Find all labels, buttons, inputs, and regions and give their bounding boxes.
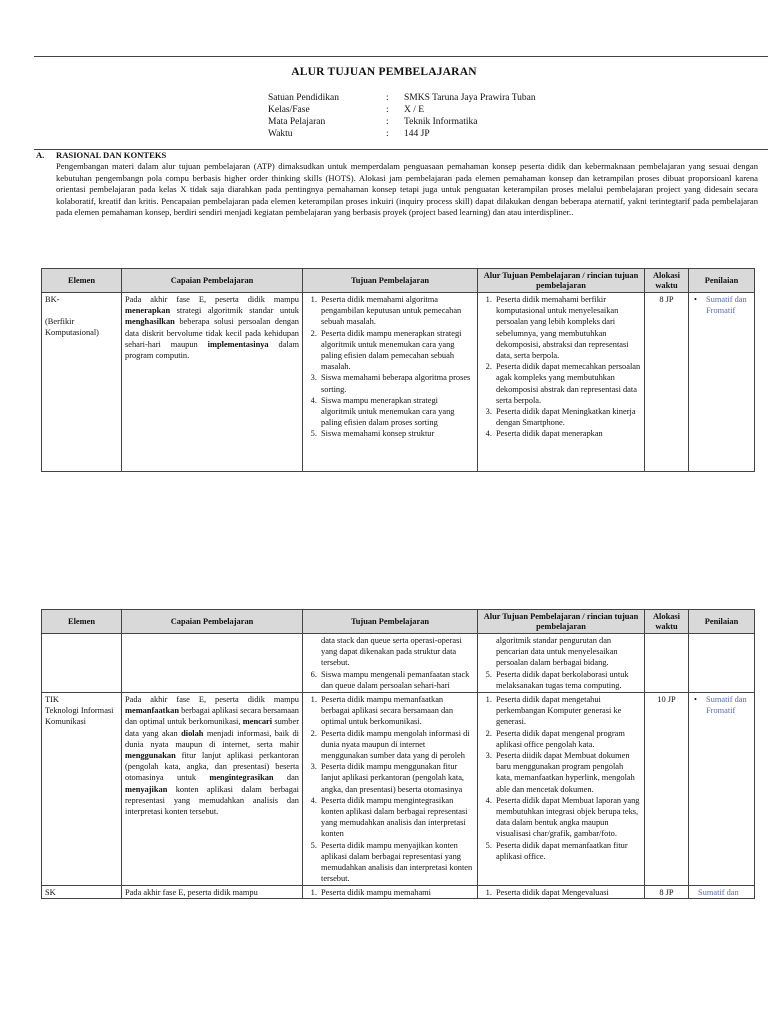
elemen-cell xyxy=(42,693,122,886)
section-heading xyxy=(36,150,758,161)
alur-cell xyxy=(478,693,645,886)
penilaian-cell xyxy=(689,293,755,472)
alokasi-value: 8 JP xyxy=(659,888,674,898)
cp-text: Pada akhir fase E, peserta didik mampu xyxy=(125,295,299,304)
cp-text: Pada akhir fase E, peserta didik mampu xyxy=(125,695,299,705)
list-item: • Sumatif dan Fromatif xyxy=(706,294,751,316)
list-item: 1. Peserta didik mampu memanfaatkan berbagai aplikasi secara bersamaan dan optimal untuk berkomunikasi. xyxy=(319,694,474,728)
list-item: 2. Peserta didik dapat memecahkan persoalan agak kompleks yang membutuhkan dekomposisi abstrak dan representasi data serta berpola. xyxy=(494,361,641,406)
list-item: 5. Peserta didik mampu menyajikan konten aplikasi dalam berbagai representasi yang memudahkan analisis dan interpretasi konten tersebut. xyxy=(319,840,474,885)
cp-keyword: menerapkan xyxy=(125,306,171,316)
cp-keyword: menggunakan xyxy=(125,751,176,761)
header-alur: Alur Tujuan Pembelajaran / rincian tujuan pembelajaran xyxy=(478,269,645,293)
cell-clip xyxy=(45,294,118,470)
alur-cell xyxy=(478,293,645,472)
tujuan-list xyxy=(306,887,474,897)
cell-clip xyxy=(306,887,474,897)
cp-text: Pada akhir fase E, peserta didik mampu xyxy=(125,888,258,898)
elemen-code: BK- xyxy=(45,295,60,304)
elemen-cell xyxy=(42,886,122,899)
cp-text: sumber data yang akan xyxy=(125,717,299,738)
alur-cell xyxy=(478,634,645,693)
list-item: 1. Peserta didik memahami algoritma pengambilan keputusan untuk pemecahan sebuah masalah. xyxy=(319,294,474,328)
list-item: 5. Peserta didik dapat berkolaborasi untuk melaksanakan tugas tema computing. xyxy=(494,669,641,691)
cp-text: strategi algoritmik standar untuk xyxy=(170,306,299,316)
penilaian-cell xyxy=(689,634,755,693)
meta-row xyxy=(268,104,536,116)
meta-separator: : xyxy=(386,129,389,139)
cp-keyword: diolah xyxy=(181,728,204,738)
cp-keyword: menghasilkan xyxy=(125,317,175,327)
list-item: 1. Peserta didik mampu memahami xyxy=(319,887,474,897)
meta-label: Kelas/Fase xyxy=(268,105,310,115)
tujuan-cell xyxy=(303,886,478,899)
elemen-code: TIK xyxy=(45,695,59,705)
document-meta xyxy=(268,92,536,140)
cell-clip xyxy=(306,294,474,470)
header-tujuan: Tujuan Pembelajaran xyxy=(303,269,478,293)
cp-keyword: menyajikan xyxy=(125,784,168,794)
list-item: 3. Peserta didik dapat Meningkatkan kinerja dengan Smartphone. xyxy=(494,406,641,428)
table-row xyxy=(42,293,755,472)
top-rule xyxy=(34,56,768,57)
tujuan-cell xyxy=(303,293,478,472)
meta-row xyxy=(268,92,536,104)
alur-list xyxy=(481,694,641,862)
meta-label: Satuan Pendidikan xyxy=(268,93,339,103)
meta-label: Waktu xyxy=(268,129,293,139)
cp-keyword: memanfaatkan xyxy=(125,706,179,716)
list-item: • Sumatif dan xyxy=(698,887,751,897)
list-item: 5. Siswa memahami konsep struktur xyxy=(319,428,474,439)
penilaian-cell xyxy=(689,693,755,886)
list-item: • Sumatif dan Fromatif xyxy=(706,694,751,716)
section-title: RASIONAL DAN KONTEKS xyxy=(56,150,167,160)
spacer xyxy=(45,305,118,316)
cp-text: dalam program computin. xyxy=(125,339,299,361)
page-title: ALUR TUJUAN PEMBELAJARAN xyxy=(291,66,477,78)
list-item: 1. Peserta didik dapat Mengevaluasi xyxy=(494,887,641,897)
meta-separator: : xyxy=(386,93,389,103)
tujuan-list xyxy=(306,294,474,440)
header-penilaian: Penilaian xyxy=(689,610,755,634)
meta-value: SMKS Taruna Jaya Prawira Tuban xyxy=(404,93,536,103)
capaian-cell xyxy=(122,886,303,899)
meta-row xyxy=(268,128,536,140)
cell-clip xyxy=(481,294,641,470)
cp-text: fitur lanjut aplikasi perkantoran (pengolah kata, angka, dan presentasi) beserta otomasinya untuk xyxy=(125,751,299,783)
tujuan-cell xyxy=(303,693,478,886)
list-item: 1. Peserta didik dapat mengetahui perkembangan Komputer generasi ke generasi. xyxy=(494,694,641,728)
cell-clip xyxy=(692,887,751,897)
penilaian-cell xyxy=(689,886,755,899)
capaian-cell xyxy=(122,293,303,472)
capaian-cell xyxy=(122,693,303,886)
continued-text: algoritmik standar pengurutan dan pencarian data untuk menyelesaikan persoalan dalam berbagai bidang. xyxy=(496,636,618,668)
alokasi-cell: 8 JP xyxy=(645,293,689,472)
cp-text: berbagai aplikasi secara bersamaan dan optimal untuk berkomunikasi, xyxy=(125,706,299,727)
cell-clip xyxy=(648,887,685,897)
alokasi-cell xyxy=(645,634,689,693)
penilaian-list xyxy=(692,887,751,897)
elemen-cell xyxy=(42,634,122,693)
list-item: 2. Peserta didik mampu menerapkan strategi algoritmik untuk menemukan cara yang paling efisien dalam pemecahan sebuah masalah. xyxy=(319,328,474,373)
cp-keyword: mengintegrasikan xyxy=(209,773,274,783)
list-item: 3. Siswa memahami beberapa algoritma proses sorting. xyxy=(319,372,474,394)
capaian-cell xyxy=(122,634,303,693)
tujuan-list xyxy=(306,694,474,884)
table-row xyxy=(42,886,755,899)
alokasi-cell xyxy=(645,886,689,899)
meta-separator: : xyxy=(386,105,389,115)
cell-clip xyxy=(45,887,118,897)
penilaian-list xyxy=(692,294,751,316)
header-elemen: Elemen xyxy=(42,269,122,293)
table-row xyxy=(42,693,755,886)
alokasi-cell: 10 JP xyxy=(645,693,689,886)
alur-list xyxy=(481,669,641,691)
table-header-row xyxy=(42,610,755,634)
header-capaian: Capaian Pembelajaran xyxy=(122,269,303,293)
header-alokasi: Alokasi waktu xyxy=(645,610,689,634)
list-item: 4. Peserta didik dapat Membuat laporan yang membutuhkan integrasi objek berupa teks, data dalam bentuk angka maupun visualisasi char/grafik, gambar/foto. xyxy=(494,795,641,840)
cell-clip xyxy=(125,887,299,897)
cp-keyword: implementasinya xyxy=(207,339,269,349)
list-item: 5. Peserta didik dapat memanfaatkan fitur aplikasi office. xyxy=(494,840,641,862)
elemen-name: Teknologi Informasi Komunikasi xyxy=(45,706,114,727)
list-item: 2. Peserta didik mampu mengolah informasi di dunia nyata maupun di internet menggunakan sumber data yang di peroleh xyxy=(319,728,474,762)
table-row xyxy=(42,634,755,693)
header-tujuan: Tujuan Pembelajaran xyxy=(303,610,478,634)
cp-text: dan xyxy=(273,773,299,783)
list-item: 4. Siswa mampu menerapkan strategi algoritmik untuk menemukan cara yang paling efisien dalam proses sorting xyxy=(319,395,474,429)
elemen-cell xyxy=(42,293,122,472)
list-item: 3. Peserta didik mampu menggunakan fitur lanjut aplikasi perkantoran (pengolah kata, angka, dan presentasi) beserta otomasinya xyxy=(319,761,474,795)
meta-value: X / E xyxy=(404,105,425,115)
header-elemen: Elemen xyxy=(42,610,122,634)
alur-cell xyxy=(478,886,645,899)
section-letter: A. xyxy=(36,150,45,160)
header-capaian: Capaian Pembelajaran xyxy=(122,610,303,634)
tujuan-cell xyxy=(303,634,478,693)
meta-row xyxy=(268,116,536,128)
cp-text: menjadi informasi, baik di dunia nyata maupun di internet, serta mahir xyxy=(125,728,299,749)
header-penilaian: Penilaian xyxy=(689,269,755,293)
cell-clip xyxy=(125,294,299,470)
atp-table-2 xyxy=(41,609,755,899)
meta-value: 144 JP xyxy=(404,129,430,139)
penilaian-list xyxy=(692,694,751,716)
meta-label: Mata Pelajaran xyxy=(268,117,326,127)
meta-separator: : xyxy=(386,117,389,127)
cp-text: konten aplikasi dalam berbagai representasi yang memudahkan analisis dan interpretasi konten tersebut. xyxy=(125,784,299,817)
atp-table-1 xyxy=(41,268,755,472)
meta-value: Teknik Informatika xyxy=(404,117,478,127)
continued-text: data stack dan queue serta operasi-operasi yang dapat dikenakan pada struktur data tersebut. xyxy=(321,636,462,668)
list-item: 6. Siswa mampu mengenali pemanfaatan stack dan queue dalam persoalan sehari-hari xyxy=(319,669,474,691)
cell-clip xyxy=(481,887,641,897)
alur-list xyxy=(481,887,641,897)
list-item: 4. Peserta didik mampu mengintegrasikan konten aplikasi dalam berbagai representasi yang memudahkan analisis dan interpretasi konten xyxy=(319,795,474,840)
header-alokasi: Alokasi waktu xyxy=(645,269,689,293)
elemen-code: SK xyxy=(45,888,56,898)
alur-list xyxy=(481,294,641,440)
list-item: 4. Peserta didik dapat menerapkan xyxy=(494,428,641,439)
list-item: 3. Peserta diidik dapat Membuat dokumen baru menggunakan program pengolah kata, memanfaatkan hyperlink, mengolah able dan mencetak dokumen. xyxy=(494,750,641,795)
list-item: 2. Peserta didik dapat mengenal program aplikasi office pengolah kata. xyxy=(494,728,641,750)
section-body: Pengembangan materi dalam alur tujuan pembelajaran (ATP) dimaksudkan untuk memperdalam penguasaan pemahaman konsep peserta didik dan kebermaknaan pembelajaran yang sesuai dengan kebutuhan pengembangn pola compu berbasis higher order thinking skills (HOTS). Alokasi jam pembelajaran pada elemen pemahaman konsep dan ketrampilan proses dibuat proporsioanl karena orientasi pembelajaran pada kelas X tidak saja diarahkan pada pentingnya pemahaman konsep tetapi juga untuk penguatan keterampilan proses melalui pembelajaran project yang didesain secara kolaboratif, kreatif dan kritis. Pencapaian pembelajaran pada elemen keterampilan proses inkuiri (inquiry process skill) dapat dilakukan dengan beberapa aternatif, yakni terintegtarif pada pembelajaran pada elemen pemahaman konsep, berdiri sendiri menjadi kegiatan pembelajaran yang berbasis proyek (project based learning) dan atau interdispliner.. xyxy=(56,161,758,218)
tujuan-list xyxy=(306,669,474,691)
list-item: 1. Peserta didik memahami berfikir komputasional untuk menyelesaikan persoalan yang lebih kompleks dari sebelumnya, yang membutuhkan dekomposisi, abstraksi dan representasi data, serta berpola. xyxy=(494,294,641,361)
cp-text: beberapa solusi persoalan dengan data diskrit bervolume tidak kecil pada kehidupan sehari-hari maupun xyxy=(125,317,299,349)
elemen-name: (Berfikir Komputasional) xyxy=(45,317,99,338)
section-rasional xyxy=(36,150,758,218)
cp-keyword: mencari xyxy=(242,717,273,727)
table-header-row xyxy=(42,269,755,293)
header-alur: Alur Tujuan Pembelajaran / rincian tujuan pembelajaran xyxy=(478,610,645,634)
